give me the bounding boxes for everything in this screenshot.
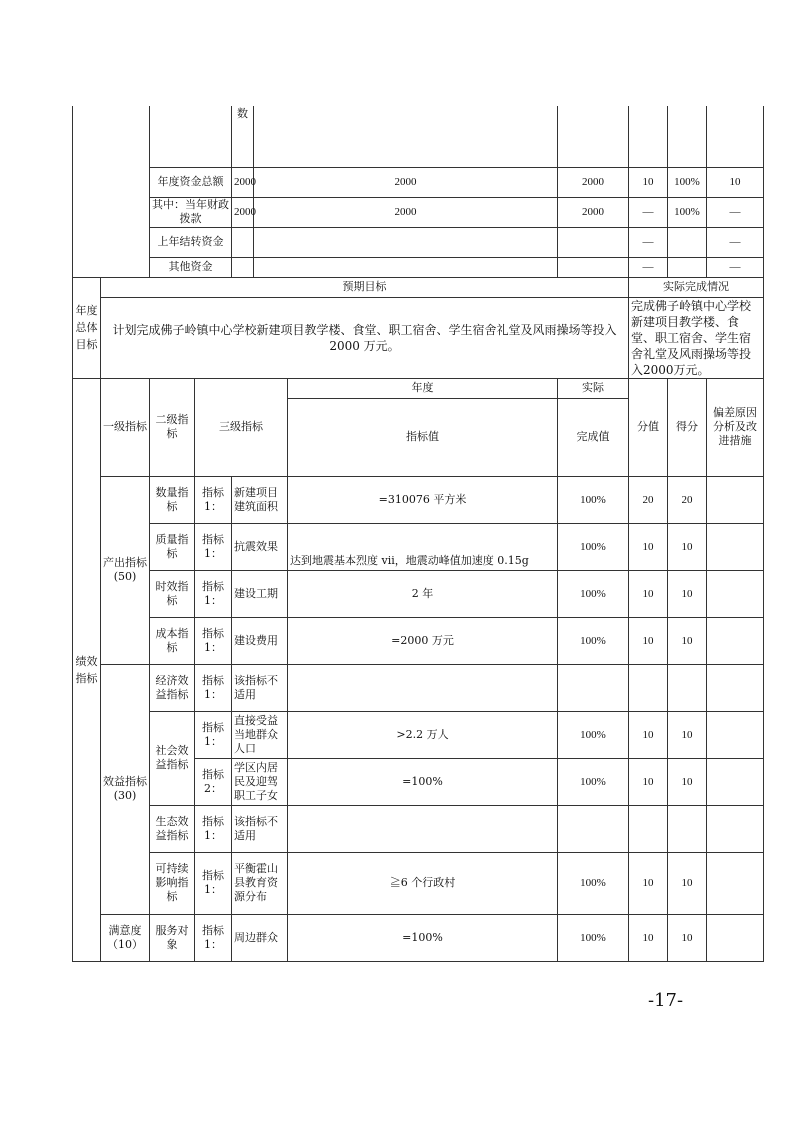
- funds-row-b: 2000: [254, 197, 558, 227]
- funds-row-b: [254, 227, 558, 257]
- funds-row-a: 2000: [232, 167, 254, 197]
- indicator-name: 该指标不适用: [232, 805, 288, 852]
- weight-value: 10: [629, 617, 668, 664]
- score-value: 10: [668, 617, 707, 664]
- indicator-name: 建设费用: [232, 617, 288, 664]
- deviation-note: [707, 711, 764, 758]
- indicator-name: 直接受益当地群众人口: [232, 711, 288, 758]
- planned-goal-text: 计划完成佛子岭镇中心学校新建项目教学楼、食堂、职工宿舍、学生宿舍礼堂及风雨操场等投入 2000 万元。: [101, 297, 629, 378]
- indicator-index: 指标1：: [195, 805, 232, 852]
- weight-value: 10: [629, 570, 668, 617]
- weight-value: [629, 664, 668, 711]
- actual-value: 100%: [558, 852, 629, 914]
- weight-value: 10: [629, 852, 668, 914]
- funds-row-d: 10: [629, 167, 668, 197]
- indicator-value: [288, 805, 558, 852]
- funds-row-e: 100%: [668, 167, 707, 197]
- level2-cell: 服务对象: [150, 914, 195, 961]
- funds-row-a: [232, 257, 254, 277]
- funds-row-e: [668, 227, 707, 257]
- header-actual-value: 完成值: [558, 398, 629, 476]
- indicator-value: >2.2 万人: [288, 711, 558, 758]
- indicator-name: 平衡霍山县教育资源分布: [232, 852, 288, 914]
- indicator-value: =100%: [288, 914, 558, 961]
- weight-value: 20: [629, 476, 668, 523]
- header-weight: 分值: [629, 378, 668, 476]
- funds-row-b: [254, 257, 558, 277]
- score-value: 10: [668, 758, 707, 805]
- level2-cell: 可持续影响指标: [150, 852, 195, 914]
- indicator-name: 周边群众: [232, 914, 288, 961]
- funds-count-header: 数: [232, 106, 254, 167]
- level1-satisfaction: 满意度（10）: [101, 914, 150, 961]
- indicator-index: 指标1：: [195, 476, 232, 523]
- deviation-note: [707, 570, 764, 617]
- indicator-index: 指标1：: [195, 664, 232, 711]
- indicator-name: 学区内居民及迎驾职工子女: [232, 758, 288, 805]
- funds-row-label: 其他资金: [150, 257, 232, 277]
- indicator-name: 新建项目建筑面积: [232, 476, 288, 523]
- performance-section-label: 绩效指标: [73, 378, 101, 961]
- indicator-value: =2000 万元: [288, 617, 558, 664]
- funds-blank-b: [254, 106, 558, 167]
- funds-row-e: [668, 257, 707, 277]
- actual-status-header: 实际完成情况: [629, 277, 764, 297]
- actual-value: 100%: [558, 476, 629, 523]
- deviation-note: [707, 664, 764, 711]
- performance-table: [72, 106, 764, 962]
- header-score: 得分: [668, 378, 707, 476]
- header-level3: 三级指标: [195, 378, 288, 476]
- weight-value: 10: [629, 914, 668, 961]
- funds-row-d: —: [629, 197, 668, 227]
- actual-value: [558, 805, 629, 852]
- indicator-value: 达到地震基本烈度 vii，地震动峰值加速度 0.15g: [288, 523, 558, 570]
- header-actual: 实际: [558, 378, 629, 398]
- actual-value: [558, 664, 629, 711]
- level2-cell: 质量指标: [150, 523, 195, 570]
- level1-benefit: 效益指标(30): [101, 664, 150, 914]
- header-level2: 二级指标: [150, 378, 195, 476]
- indicator-index: 指标2：: [195, 758, 232, 805]
- header-deviation: 偏差原因分析及改进措施: [707, 378, 764, 476]
- indicator-value: ≧6 个行政村: [288, 852, 558, 914]
- level2-cell: 数量指标: [150, 476, 195, 523]
- weight-value: 10: [629, 758, 668, 805]
- funds-blank-cell: [73, 106, 150, 277]
- score-value: [668, 664, 707, 711]
- funds-row-f: —: [707, 257, 764, 277]
- level2-cell: 成本指标: [150, 617, 195, 664]
- weight-value: [629, 805, 668, 852]
- indicator-index: 指标1：: [195, 711, 232, 758]
- funds-row-label: 年度资金总额: [150, 167, 232, 197]
- score-value: 10: [668, 711, 707, 758]
- header-level1: 一级指标: [101, 378, 150, 476]
- indicator-value: =100%: [288, 758, 558, 805]
- funds-row-c: [558, 257, 629, 277]
- score-value: 10: [668, 523, 707, 570]
- deviation-note: [707, 805, 764, 852]
- weight-value: 10: [629, 523, 668, 570]
- indicator-name: 抗震效果: [232, 523, 288, 570]
- deviation-note: [707, 914, 764, 961]
- funds-row-c: 2000: [558, 167, 629, 197]
- score-value: 10: [668, 570, 707, 617]
- deviation-note: [707, 852, 764, 914]
- actual-value: 100%: [558, 617, 629, 664]
- deviation-note: [707, 476, 764, 523]
- funds-row-label: 其中：当年财政拨款: [150, 197, 232, 227]
- funds-row-c: 2000: [558, 197, 629, 227]
- indicator-index: 指标1：: [195, 617, 232, 664]
- funds-row-f: —: [707, 227, 764, 257]
- indicator-index: 指标1：: [195, 852, 232, 914]
- actual-value: 100%: [558, 570, 629, 617]
- score-value: 10: [668, 914, 707, 961]
- actual-status-text: 完成佛子岭镇中心学校新建项目教学楼、食堂、职工宿舍、学生宿舍礼堂及风雨操场等投入2000万元。: [629, 297, 764, 378]
- level2-cell: 时效指标: [150, 570, 195, 617]
- level2-cell: 经济效益指标: [150, 664, 195, 711]
- indicator-index: 指标1：: [195, 570, 232, 617]
- deviation-note: [707, 617, 764, 664]
- funds-row-e: 100%: [668, 197, 707, 227]
- header-indicator-value: 指标值: [288, 398, 558, 476]
- funds-row-label: 上年结转资金: [150, 227, 232, 257]
- level1-output: 产出指标(50): [101, 476, 150, 664]
- funds-label-blank: [150, 106, 232, 167]
- funds-row-f: 10: [707, 167, 764, 197]
- indicator-name: 该指标不适用: [232, 664, 288, 711]
- funds-blank-d: [629, 106, 668, 167]
- level2-cell: 生态效益指标: [150, 805, 195, 852]
- header-year: 年度: [288, 378, 558, 398]
- score-value: 10: [668, 852, 707, 914]
- actual-value: 100%: [558, 523, 629, 570]
- indicator-name: 建设工期: [232, 570, 288, 617]
- score-value: [668, 805, 707, 852]
- funds-blank-e: [668, 106, 707, 167]
- goals-section-label: 年度总体目标: [73, 277, 101, 378]
- indicator-value: 2 年: [288, 570, 558, 617]
- indicator-value: =310076 平方米: [288, 476, 558, 523]
- deviation-note: [707, 523, 764, 570]
- funds-blank-f: [707, 106, 764, 167]
- funds-row-f: —: [707, 197, 764, 227]
- actual-value: 100%: [558, 758, 629, 805]
- indicator-value: [288, 664, 558, 711]
- funds-row-a: 2000: [232, 197, 254, 227]
- level2-cell: 社会效益指标: [150, 711, 195, 805]
- indicator-index: 指标1：: [195, 914, 232, 961]
- planned-goal-header: 预期目标: [101, 277, 629, 297]
- funds-row-c: [558, 227, 629, 257]
- actual-value: 100%: [558, 711, 629, 758]
- deviation-note: [707, 758, 764, 805]
- actual-value: 100%: [558, 914, 629, 961]
- funds-row-b: 2000: [254, 167, 558, 197]
- score-value: 20: [668, 476, 707, 523]
- page-number: -17-: [648, 990, 684, 1011]
- funds-row-a: [232, 227, 254, 257]
- funds-blank-c: [558, 106, 629, 167]
- indicator-index: 指标1：: [195, 523, 232, 570]
- funds-row-d: —: [629, 227, 668, 257]
- funds-row-d: —: [629, 257, 668, 277]
- weight-value: 10: [629, 711, 668, 758]
